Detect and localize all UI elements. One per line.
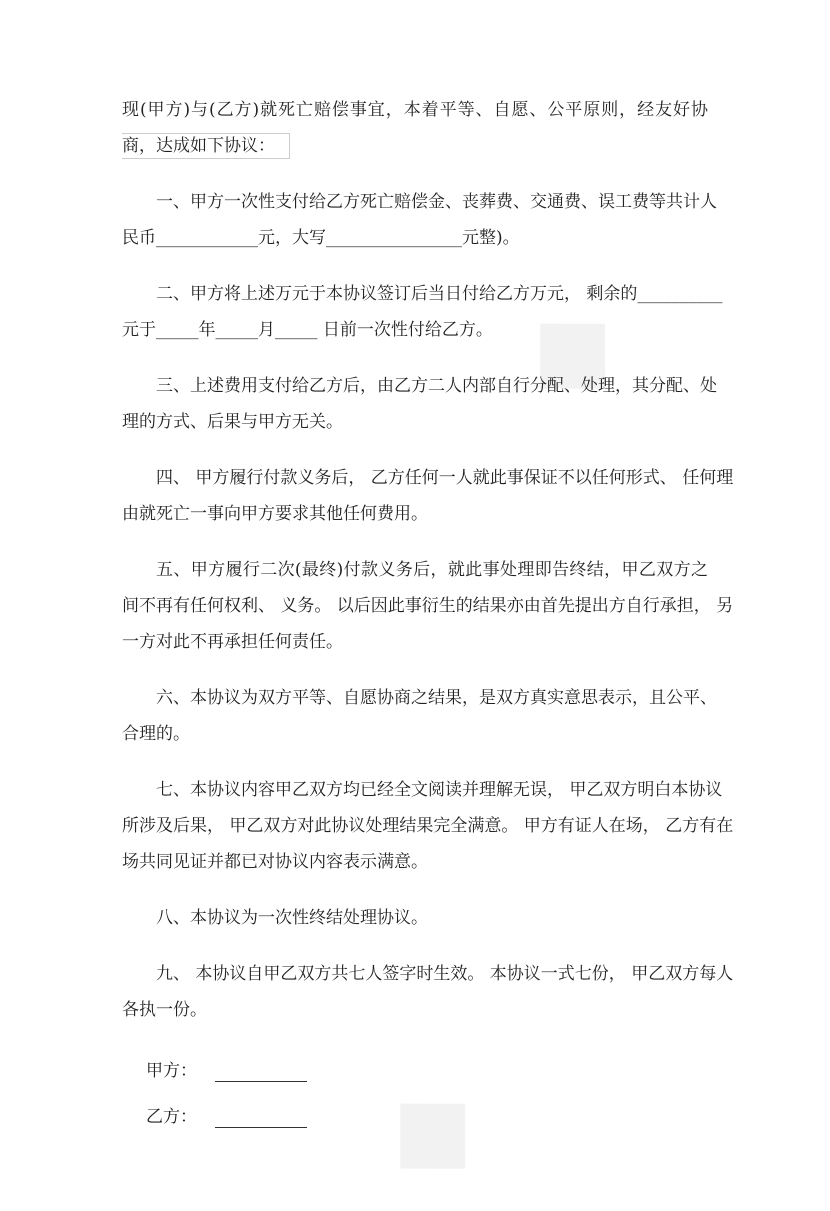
text-line: 合理的。 xyxy=(122,724,190,744)
text-line: 现(甲方)与(乙方)就死亡赔偿事宜，本着平等、自愿、公平原则，经友好协 xyxy=(122,100,708,120)
text-line: 一方对此不再承担任何责任。 xyxy=(122,632,343,652)
text-line: 元于_____年_____月_____ 日前一次性付给乙方。 xyxy=(122,320,493,340)
watermark: ◆ xyxy=(344,1047,508,1211)
text-line: 所涉及后果， 甲乙双方对此协议处理结果完全满意。 甲方有证人在场， 乙方有在 xyxy=(122,816,734,836)
text-line: 商，达成如下协议： xyxy=(122,133,290,159)
intro-paragraph xyxy=(122,92,708,164)
text-line: 间不再有任何权利、 义务。 以后因此事衍生的结果亦由首先提出方自行承担， 另 xyxy=(122,596,734,616)
clause-paragraph xyxy=(122,680,717,752)
text-line: 二、甲方将上述万元于本协议签订后当日付给乙方万元， 剩余的__________ xyxy=(156,284,723,304)
party-b-signature-blank xyxy=(215,1107,307,1128)
clause-paragraph xyxy=(122,368,717,440)
clause-paragraph xyxy=(122,552,734,660)
clause-paragraph xyxy=(122,956,734,1028)
watermark: ◆ xyxy=(484,267,648,432)
text-line: 场共同见证并都已对协议内容表示满意。 xyxy=(122,852,428,872)
text-line: 各执一份。 xyxy=(122,1000,207,1020)
text-line: 九、 本协议自甲乙双方共七人签字时生效。 本协议一式七份， 甲乙双方每人 xyxy=(156,964,734,984)
party-a-signature xyxy=(122,1048,708,1094)
text-line: 七、本协议内容甲乙双方均已经全文阅读并理解无误， 甲乙双方明白本协议 xyxy=(156,780,723,800)
clause-paragraph xyxy=(122,276,723,348)
text-line: 八、本协议为一次性终结处理协议。 xyxy=(156,908,428,928)
clause-paragraph xyxy=(122,184,717,256)
text-line: 五、甲方履行二次(最终)付款义务后，就此事处理即告终结，甲乙双方之 xyxy=(156,560,708,580)
text-line: 一、甲方一次性支付给乙方死亡赔偿金、丧葬费、交通费、误工费等共计人 xyxy=(156,192,717,212)
text-line: 民币____________元，大写________________元整)。 xyxy=(122,228,520,248)
clause-paragraph xyxy=(122,900,708,936)
text-line: 由就死亡一事向甲方要求其他任何费用。 xyxy=(122,504,428,524)
party-b-signature xyxy=(122,1094,708,1140)
text-line: 四、 甲方履行付款义务后， 乙方任何一人就此事保证不以任何形式、 任何理 xyxy=(156,468,734,488)
clause-paragraph xyxy=(122,772,734,880)
agreement-document xyxy=(122,92,734,1140)
text-line: 六、本协议为双方平等、自愿协商之结果，是双方真实意思表示，且公平、 xyxy=(156,688,717,708)
party-b-label: 乙方： xyxy=(146,1107,197,1127)
text-line: 三、上述费用支付给乙方后，由乙方二人内部自行分配、处理，其分配、处 xyxy=(156,376,717,396)
clause-paragraph xyxy=(122,460,734,532)
party-a-label: 甲方： xyxy=(146,1061,197,1081)
text-line: 理的方式、后果与甲方无关。 xyxy=(122,412,343,432)
party-a-signature-blank xyxy=(215,1061,307,1082)
